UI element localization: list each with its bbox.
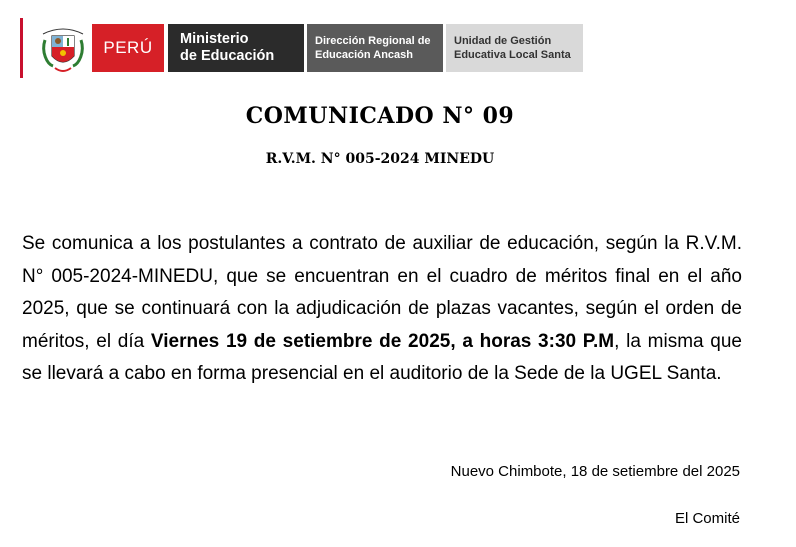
ministry-line-1: Ministerio [180, 31, 249, 47]
institutional-header [20, 18, 590, 80]
document-signature: El Comité [674, 510, 740, 527]
body-highlight-date: Viernes 19 de setiembre de 2025, a horas 3:30 P.M [150, 330, 615, 352]
drea-line-1: Dirección Regional de [315, 35, 431, 47]
drea-line-2: Educación Ancash [315, 49, 414, 61]
drea-block [307, 24, 443, 72]
ministry-block [168, 24, 304, 72]
ugel-line-2: Educativa Local Santa [454, 49, 571, 61]
announcement-body [22, 228, 742, 391]
peru-label: PERÚ [103, 38, 153, 57]
peru-coat-of-arms-icon [35, 22, 91, 78]
ugel-block [446, 24, 583, 72]
peru-block [92, 24, 164, 72]
header-red-rule [20, 18, 23, 78]
body-text-part-2: , la misma que se llevará a cabo en forma presencial en el auditorio de la Sede de la UGEL Santa. [22, 330, 742, 384]
document-date: Nuevo Chimbote, 18 de setiembre del 2025 [450, 463, 740, 480]
ministry-line-2: de Educación [180, 48, 275, 64]
ugel-line-1: Unidad de Gestión [454, 35, 552, 47]
document-subtitle: R.V.M. N° 005-2024 MINEDU [265, 151, 495, 167]
document-title: COMUNICADO N° 09 [245, 103, 515, 129]
body-text-part-1: Se comunica a los postulantes a contrato de auxiliar de educación, según la R.V.M. N° 005-2024-MINEDU, que se encuentran en el cuadro de méritos final en el año 2025, que se continuará con la adjudicación de plazas vacantes, según el orden de méritos, el día [22, 233, 742, 352]
